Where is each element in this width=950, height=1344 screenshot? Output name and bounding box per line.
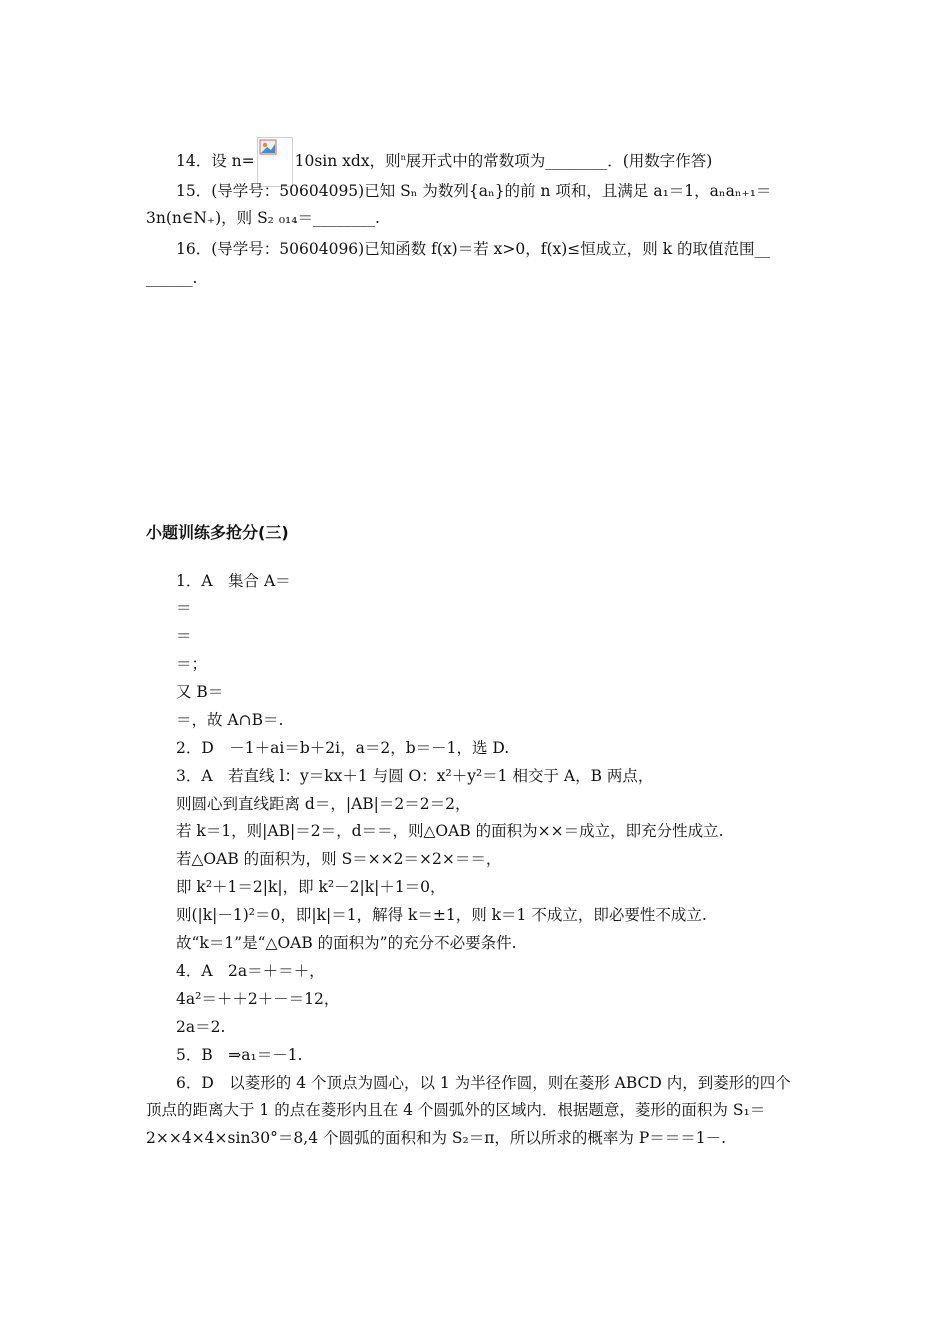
- answer-line: 则(|k|－1)²＝0，即|k|＝1，解得 k＝±1，则 k＝1 不成立，即必要性不成立.: [176, 906, 707, 924]
- answer-line: ＝，故 A∩B＝.: [176, 711, 284, 729]
- answer-line: 1．A 集合 A＝: [176, 572, 291, 590]
- answer-line: 4a²＝＋＋2＋－＝12，: [176, 990, 340, 1008]
- answer-line: 3．A 若直线 l：y＝kx＋1 与圆 O：x²＋y²＝1 相交于 A，B 两点，: [176, 767, 654, 785]
- question-16-line-2: ______.: [146, 269, 198, 287]
- answer-line: 又 B＝: [176, 683, 224, 701]
- answer-line: 故“k＝1”是“△OAB 的面积为”的充分不必要条件.: [176, 934, 517, 952]
- q14-prefix: 14．设 n=: [176, 152, 255, 170]
- answer-line: 若 k＝1，则|AB|＝2＝，d＝＝，则△OAB 的面积为××＝成立，即充分性成立.: [176, 822, 724, 840]
- answer-line: 则圆心到直线距离 d＝，|AB|＝2＝2＝2，: [176, 795, 471, 813]
- answer-line: 顶点的距离大于 1 的点在菱形内且在 4 个圆弧外的区域内．根据题意，菱形的面积为 S₁＝: [146, 1101, 766, 1119]
- question-15-line-2: 3n(n∈N₊)，则 S₂ ₀₁₄＝________.: [146, 209, 380, 227]
- answer-line: 2．D －1＋ai＝b＋2i，a＝2，b＝－1，选 D.: [176, 739, 510, 757]
- answer-line: ＝: [176, 599, 192, 617]
- answer-line: 若△OAB 的面积为，则 S＝××2＝×2×＝＝，: [176, 850, 502, 868]
- q14-superscript: n: [400, 152, 406, 162]
- answer-line: ＝: [176, 627, 192, 645]
- q14-integrand: 10sin xdx，则: [294, 152, 401, 170]
- answer-line: ＝；: [176, 655, 208, 673]
- section-title: 小题训练多抢分(三): [146, 523, 289, 542]
- answer-line: 2a＝2.: [176, 1018, 226, 1036]
- answer-line: 4．A 2a＝＋＝＋，: [176, 962, 325, 980]
- answer-line: 2××4×4×sin30°＝8,4 个圆弧的面积和为 S₂＝π，所以所求的概率为 P＝＝＝1－.: [146, 1129, 727, 1147]
- answer-line: 6．D 以菱形的 4 个顶点为圆心，以 1 为半径作圆，则在菱形 ABCD 内，到菱形的四个: [176, 1074, 791, 1092]
- answer-line: 即 k²＋1＝2|k|，即 k²－2|k|＋1＝0，: [176, 878, 446, 896]
- q14-suffix: 展开式中的常数项为________．(用数字作答): [405, 152, 713, 170]
- answer-line: 5．B ⇒a₁＝－1.: [176, 1046, 303, 1064]
- question-15-line-1: 15．(导学号：50604095)已知 Sₙ 为数列{aₙ}的前 n 项和，且满足 a₁＝1，aₙaₙ₊₁＝: [176, 182, 772, 200]
- broken-image-icon: [257, 137, 293, 187]
- question-16-line-1: 16．(导学号：50604096)已知函数 f(x)＝若 x>0，f(x)≤恒成立，则 k 的取值范围__: [176, 240, 771, 258]
- question-14: [176, 137, 712, 187]
